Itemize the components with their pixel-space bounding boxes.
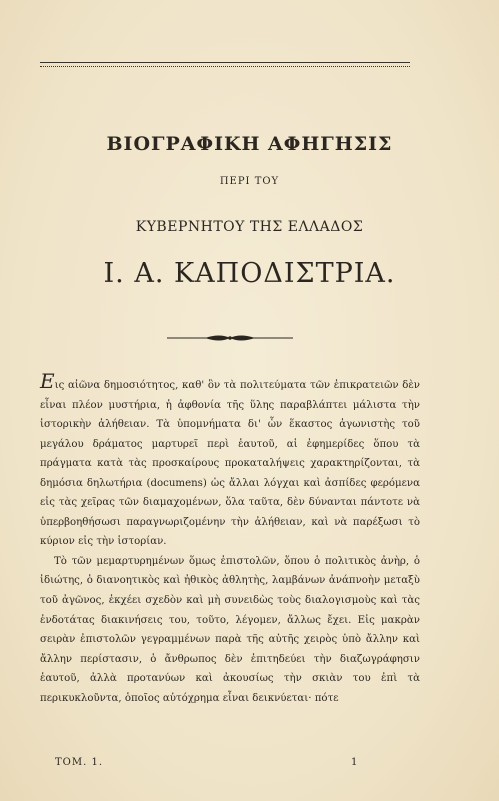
drop-cap: Ε [40, 369, 55, 393]
page-title: ΒΙΟΓΡΑΦΙΚΗ ΑΦΗΓΗΣΙΣ [106, 133, 393, 155]
paragraph: Τὸ τῶν μεμαρτυρημένων ὅμως ἐπιστολῶν, ὅπου ὁ πολιτικὸς ἀνὴρ, ὁ ἰδιώτης, ὁ διανοητικὸς καὶ ἠθικὸς ἀθλητὴς, λαμβάνων ἀνάπνοὴν μεταξὺ τοῦ ἀγῶνος, ἐκχέει σχεδὸν καὶ μὴ συνειδὼς τοὺς διαλογισμοὺς καὶ τὰς ἐνδοτάτας διακινήσεις του, τοῦτο, λέγομεν, ἄλλως ἔχει. Εἰς μακρὰν σειρὰν ἐπιστολῶν γεγραμμένων παρὰ τῆς αὐτῆς χειρὸς ὑπὸ ἄλλην καὶ ἄλλην περίστασιν, ὁ ἄνθρωπος δὲν ἐπιτηδεύει τὴν διαζωγράφησιν ἑαυτοῦ, ἀλλὰ προτανύων καὶ ἀκουσίως τὴν σκιὰν του ἐπὶ τὰ περικυκλοῦντα, ὁποῖος αὐτόχρημα εἶναι δεικνύεται· πότε [40, 555, 420, 704]
subtitle: ΚΥΒΕΡΝΗΤΟΥ ΤΗΣ ΕΛΛΑΔΟΣ [135, 219, 364, 235]
body-text [40, 369, 420, 708]
volume-label: ΤΟΜ. 1. [55, 757, 104, 768]
paragraph [40, 369, 420, 552]
subject-name: Ι. Α. ΚΑΠΟΔΙΣΤΡΙΑ. [103, 258, 396, 289]
top-rule [40, 62, 410, 67]
subtitle-small: ΠΕΡΙ ΤΟΥ [219, 176, 280, 187]
signature-mark: 1 [351, 757, 358, 768]
ornament-divider [165, 333, 295, 343]
paragraph-text: ις αἰῶνα δημοσιότητος, καθ' ὃν τὰ πολιτεύματα τῶν ἐπικρατειῶν δὲν εἶναι πλέον μυστήρια, ἡ ἀφθονία τῆς ὕλης παραβλάπτει μάλιστα τὴν ἱστορικὴν ἀλήθειαν. Τὰ ὑπομνήματα δι' ὧν ἕκαστος ἀγωνιστὴς τοῦ μεγάλου δράματος μαρτυρεῖ περὶ ἑαυτοῦ, αἱ ἐφημερίδες ὅπου τὰ πράγματα κατὰ τὰς προσκαίρους προκαταλήψεις χαρακτηρίζονται, τὰ δημόσια δηλωτήρια (documens) ὡς ἄλλαι λόγχαι καὶ ἀσπίδες φερόμενα εἰς τὰς χεῖρας τῶν διαμαχομένων, ὅλα ταῦτα, δὲν δύνανται πάντοτε νὰ ὑπερβοηθήσωσι παραγνωριζομένην τὴν ἀλήθειαν, καὶ νὰ παρέξωσι τὸ κύριον εἰς τὴν ἱστορίαν. [40, 380, 420, 548]
